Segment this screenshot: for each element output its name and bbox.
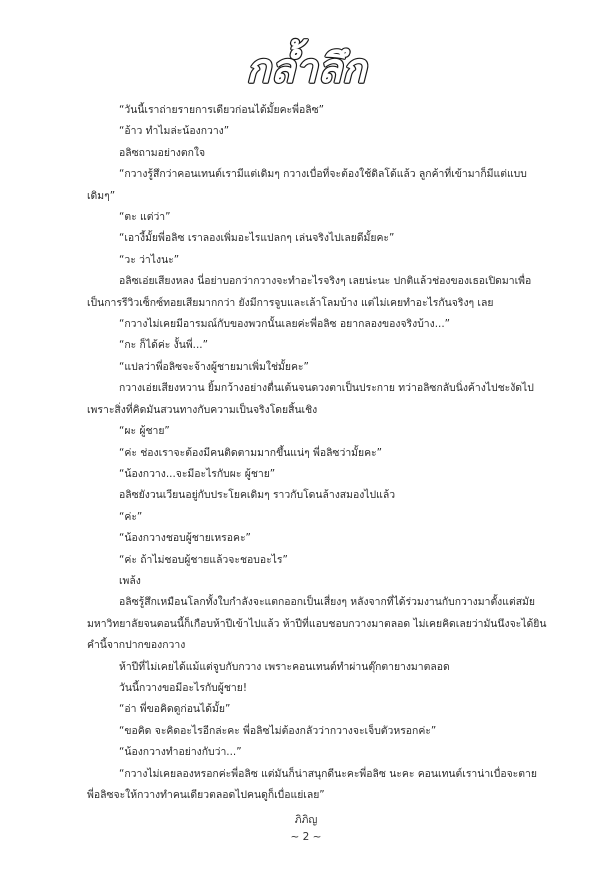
paragraph: “ค่ะ” <box>119 510 143 523</box>
paragraph: อลิซถามอย่างตกใจ <box>119 146 206 159</box>
paragraph: “ขอคิด จะคิดอะไรอีกล่ะคะ พี่อลิซไม่ต้องกลัวว่ากวางจะเจ็บตัวหรอกค่ะ” <box>119 724 437 737</box>
paragraph: “เอางี้มั้ยพี่อลิซ เราลองเพิ่มอะไรแปลกๆ เล่นจริงไปเลยดีมั้ยคะ” <box>119 232 395 245</box>
paragraph: “กวางไม่เคยมีอารมณ์กับของพวกนั้นเลยค่ะพี่อลิซ อยากลองของจริงบ้าง...” <box>119 318 451 331</box>
page-number: ~ 2 ~ <box>290 831 322 843</box>
paragraph: วันนี้กวางขอมีอะไรกับผู้ชาย! <box>119 681 248 694</box>
paragraph: “วะ ว่าไงนะ” <box>119 253 180 266</box>
paragraph: อลิซยังวนเวียนอยู่กับประโยคเดิมๆ ราวกับโดนล้างสมองไปแล้ว <box>119 489 396 502</box>
paragraph: อลิซเอ่ยเสียงหลง นี่อย่าบอกว่ากวางจะทำอะไรจริงๆ เลยน่ะนะ ปกติแล้วช่องของเธอเปิดมาเพื่อเป็นการรีวิวเซ็กซ์ทอยเสียมากกว่า ยังมีการจูบและเล้าโลมบ้าง แต่ไม่เคยทำอะไรกันจริงๆ เลย <box>87 275 532 309</box>
paragraph: “ผะ ผู้ชาย” <box>119 425 170 438</box>
story-body <box>87 100 547 806</box>
paragraph: “กวางรู้สึกว่าคอนเทนต์เรามีแต่เดิมๆ กวางเบื่อที่จะต้องใช้ดิลโด้แล้ว ลูกค้าที่เข้ามาก็มีแต่แบบเดิมๆ” <box>87 168 527 202</box>
book-title-logo <box>0 36 612 96</box>
paragraph: เพล้ง <box>119 574 141 587</box>
paragraph: “แปลว่าพี่อลิซจะจ้างผู้ชายมาเพิ่มใช่มั้ยคะ” <box>119 360 309 373</box>
paragraph: “น้องกวางทำอย่างกับว่า...” <box>119 746 242 759</box>
paragraph: “ค่ะ ช่องเราจะต้องมีคนติดตามมากขึ้นแน่ๆ พี่อลิซว่ามั้ยคะ” <box>119 446 383 459</box>
paragraph: “วันนี้เราถ่ายรายการเดียวก่อนได้มั้ยคะพี่อลิซ” <box>119 104 325 116</box>
paragraph: “น้องกวาง...จะมีอะไรกับผะ ผู้ชาย” <box>119 467 276 480</box>
paragraph: “ค่ะ ถ้าไม่ชอบผู้ชายแล้วจะชอบอะไร” <box>119 553 288 566</box>
paragraph: “ตะ แต่ว่า” <box>119 211 171 224</box>
paragraph: “น้องกวางชอบผู้ชายเหรอคะ” <box>119 532 251 545</box>
paragraph: “กะ ก็ได้ค่ะ งั้นพี่...” <box>119 339 208 352</box>
logo-graphic <box>201 36 411 96</box>
logo-text: กล้ำลึก <box>246 46 366 92</box>
paragraph: กวางเอ่ยเสียงหวาน ยิ้มกว้างอย่างตื่นเต้นจนดวงตาเป็นประกาย ทว่าอลิซกลับนิ่งค้างไปชะงัดไป เพราะสิ่งที่คิดมันสวนทางกับความเป็นจริงโดยสิ้นเชิง <box>87 382 534 416</box>
paragraph: อลิซรู้สึกเหมือนโลกทั้งใบกำลังจะแตกออกเป็นเสี่ยงๆ หลังจากที่ได้ร่วมงานกับกวางมาตั้งแต่สมัยมหาวิทยาลัยจนตอนนี้ก็เกือบห้าปีเข้าไปแล้ว ห้าปีที่แอบชอบกวางมาตลอด ไม่เคยคิดเลยว่ามันนึงจะได้ยินคำนี้จากปากของกวาง <box>87 596 547 652</box>
author-name: ภิภิญ <box>294 814 318 826</box>
paragraph: ห้าปีที่ไม่เคยได้แม้แต่จูบกับกวาง เพราะคอนเทนต์ทำผ่านตุ๊กตายางมาตลอด <box>119 660 450 673</box>
paragraph: “อ้าว ทำไมล่ะน้องกวาง” <box>119 125 230 138</box>
paragraph: “อ่า พี่ขอคิดดูก่อนได้มั้ย” <box>119 703 231 716</box>
paragraph: “กวางไม่เคยลองหรอกค่ะพี่อลิซ แต่มันก็น่าสนุกดีนะคะพี่อลิซ นะคะ คอนเทนต์เราน่าเบื่อจะตาย พี่อลิซจะให้กวางทำคนเดียวตลอดไปคนดูก็เบื่อแย่เลย” <box>87 767 537 801</box>
page-footer <box>0 812 612 846</box>
